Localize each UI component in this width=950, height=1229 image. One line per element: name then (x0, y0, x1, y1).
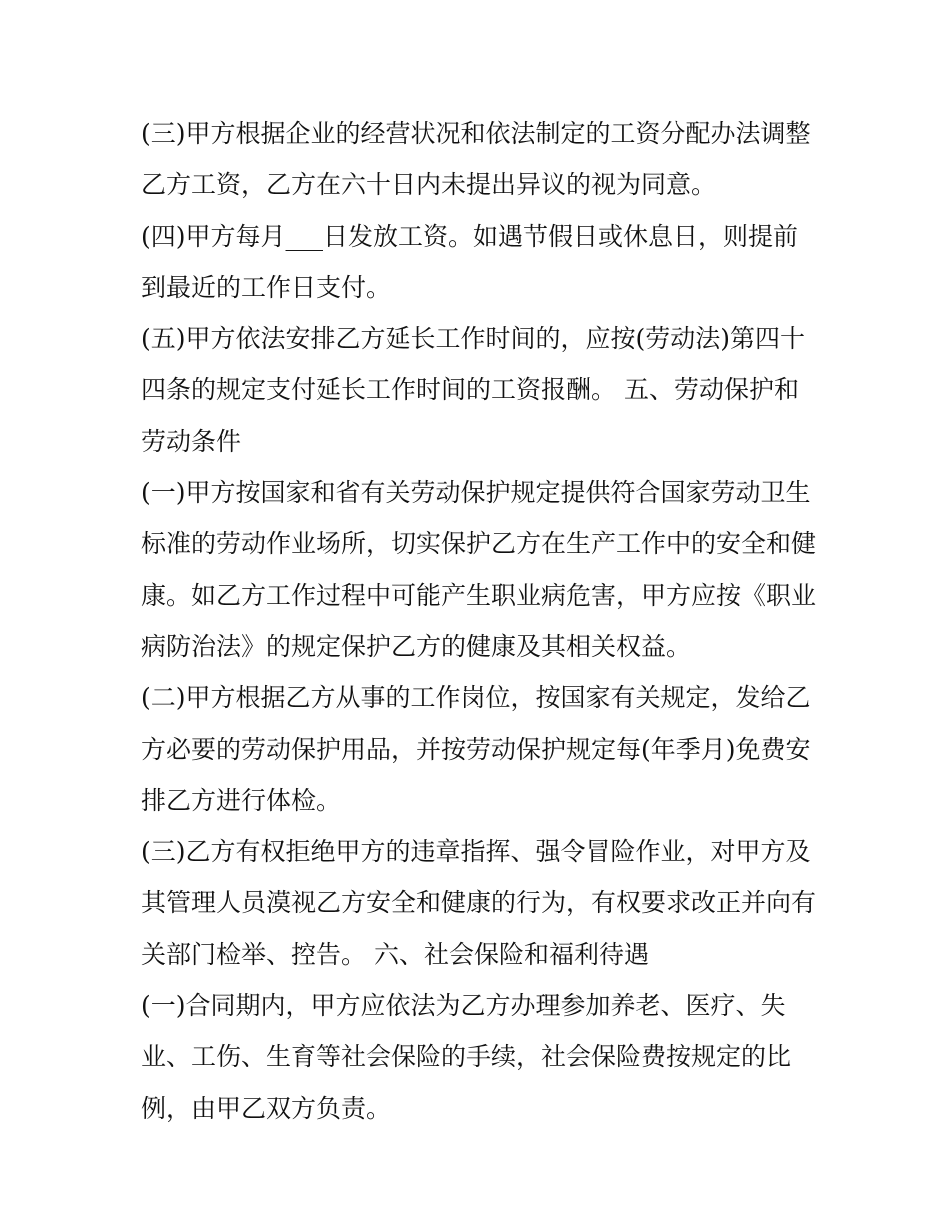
text-line-14: 排乙方进行体检。 (141, 785, 342, 815)
text-line-12: (二)甲方根据乙方从事的工作岗位，按国家有关规定，发给乙 (141, 683, 811, 713)
text-line-9: 标准的劳动作业场所，切实保护乙方在生产工作中的安全和健 (141, 529, 817, 559)
text-line-18: (一)合同期内，甲方应依法为乙方办理参加养老、医疗、失 (141, 991, 786, 1021)
text-line-2: 乙方工资，乙方在六十日内未提出异议的视为同意。 (141, 170, 717, 200)
text-line-20: 例，由甲乙双方负责。 (141, 1093, 392, 1123)
text-line-4: 到最近的工作日支付。 (141, 272, 392, 302)
text-line-11: 病防治法》的规定保护乙方的健康及其相关权益。 (141, 631, 692, 661)
text-line-5: (五)甲方依法安排乙方延长工作时间的，应按(劳动法)第四十 (141, 324, 806, 354)
text-line-7: 劳动条件 (141, 426, 242, 456)
text-line-8: (一)甲方按国家和省有关劳动保护规定提供符合国家劳动卫生 (141, 478, 811, 508)
text-line-17: 关部门检举、控告。 六、社会保险和福利待遇 (141, 939, 649, 969)
text-line-3: (四)甲方每月___日发放工资。如遇节假日或休息日，则提前 (141, 221, 799, 251)
text-line-10: 康。如乙方工作过程中可能产生职业病危害，甲方应按《职业 (141, 580, 817, 610)
text-line-19: 业、工伤、生育等社会保险的手续，社会保险费按规定的比 (141, 1042, 792, 1072)
text-line-1: (三)甲方根据企业的经营状况和依法制定的工资分配办法调整 (141, 119, 811, 148)
document-body (141, 108, 821, 1134)
text-line-16: 其管理人员漠视乙方安全和健康的行为，有权要求改正并向有 (141, 888, 817, 918)
text-line-15: (三)乙方有权拒绝甲方的违章指挥、强令冒险作业，对甲方及 (141, 837, 811, 867)
text-line-13: 方必要的劳动保护用品，并按劳动保护规定每(年季月)免费安 (141, 734, 811, 764)
text-line-6: 四条的规定支付延长工作时间的工资报酬。 五、劳动保护和 (141, 375, 799, 405)
